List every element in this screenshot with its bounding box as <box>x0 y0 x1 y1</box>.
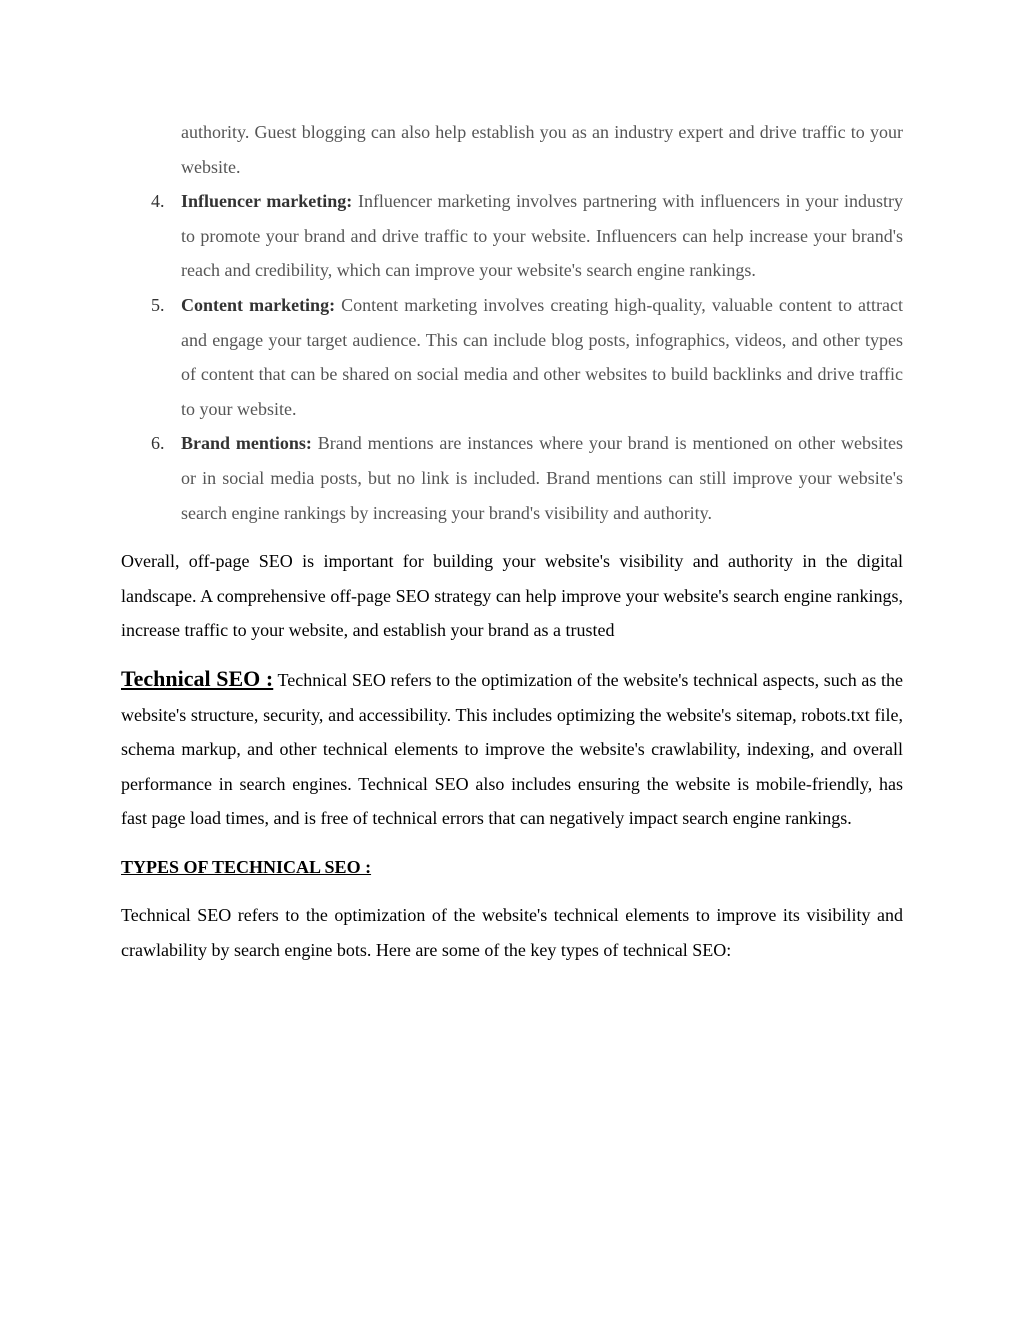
list-item-term: Content marketing: <box>181 294 336 315</box>
technical-seo-text: Technical SEO refers to the optimization of the website's technical aspects, such as the website's structure, security, and accessibility. This includes optimizing the website's sitemap, robots.txt file, schema markup, and other technical elements to improve the website's crawlability, indexing, and overall performance in search engines. Technical SEO also includes ensuring the website is mobile-friendly, has fast page load times, and is free of technical errors that can negatively impact search engine rankings. <box>121 669 903 829</box>
types-heading: TYPES OF TECHNICAL SEO : <box>121 856 372 877</box>
continued-list-text: authority. Guest blogging can also help establish you as an industry expert and drive traffic to your website. <box>181 122 903 177</box>
list-item-number: 6. <box>151 433 165 454</box>
list-item-term: Brand mentions: <box>181 433 312 454</box>
list-item-term: Influencer marketing: <box>181 191 353 212</box>
list-item-number: 5. <box>151 294 165 315</box>
overall-paragraph: Overall, off-page SEO is important for building your website's visibility and authority in the digital landscape. A comprehensive off-page SEO strategy can help improve your website's search engine rankings, increase traffic to your website, and establish your brand as a trusted <box>121 551 903 641</box>
page-content <box>121 115 903 968</box>
list-item <box>151 426 903 530</box>
list-item <box>151 184 903 288</box>
list-item <box>151 288 904 426</box>
list-item-text: Influencer marketing involves partnering with influencers in your industry to promote your brand and drive traffic to your website. Influencers can help increase your brand's reach and credibility, which can improve your website's search engine rankings. <box>181 191 903 281</box>
types-paragraph: Technical SEO refers to the optimization of the website's technical elements to improve its visibility and crawlability by search engine bots. Here are some of the key types of technical SEO: <box>121 905 903 961</box>
technical-seo-paragraph <box>121 662 903 836</box>
list-item-text: Brand mentions are instances where your brand is mentioned on other websites or in social media posts, but no link is included. Brand mentions can still improve your website's search engine rankings by increasing your brand's visibility and authority. <box>181 433 903 523</box>
list-item-text: Content marketing involves creating high-quality, valuable content to attract and engage your target audience. This can include blog posts, infographics, videos, and other types of content that can be shared on social media and other websites to build backlinks and drive traffic to your website. <box>181 294 904 419</box>
technical-seo-heading: Technical SEO : <box>121 665 274 691</box>
offpage-seo-list <box>121 184 903 530</box>
list-item-number: 4. <box>151 191 165 212</box>
